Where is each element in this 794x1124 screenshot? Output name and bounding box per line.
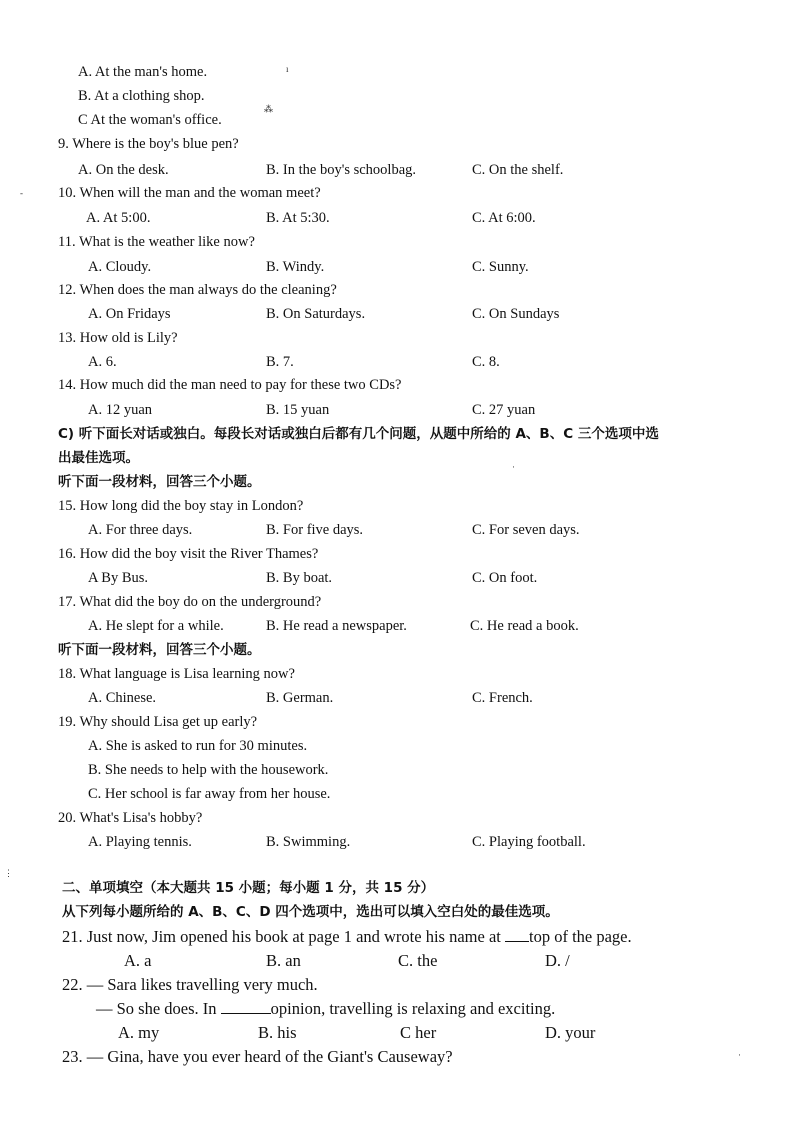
- question-15: 15. How long did the boy stay in London?: [58, 498, 304, 514]
- scan-speck: ⁂: [264, 104, 273, 114]
- question-16: 16. How did the boy visit the River Thames?: [58, 546, 319, 562]
- option-a: A. At the man's home.: [78, 64, 208, 80]
- q16-option-b: B. By boat.: [266, 570, 333, 586]
- q22-option-b: B. his: [258, 1023, 297, 1042]
- q9-option-b: B. In the boy's schoolbag.: [266, 162, 417, 178]
- q11-option-a: A. Cloudy.: [88, 259, 152, 275]
- question-9: 9. Where is the boy's blue pen?: [58, 136, 239, 152]
- q22-option-c: C her: [400, 1023, 437, 1042]
- scan-speck: ·: [738, 1050, 741, 1060]
- q17-option-c: C. He read a book.: [470, 618, 579, 634]
- question-20: 20. What's Lisa's hobby?: [58, 810, 203, 826]
- q22-option-d: D. your: [545, 1023, 596, 1042]
- answer-blank: [221, 999, 271, 1014]
- part-2-heading: 二、单项填空（本大题共 15 小题；每小题 1 分，共 15 分）: [62, 880, 435, 896]
- q17-option-a: A. He slept for a while.: [88, 618, 224, 634]
- answer-blank: [505, 927, 529, 942]
- q12-option-a: A. On Fridays: [88, 306, 171, 322]
- q20-option-b: B. Swimming.: [266, 834, 351, 850]
- q16-option-c: C. On foot.: [472, 570, 538, 586]
- question-21: [62, 927, 632, 947]
- q18-option-a: A. Chinese.: [88, 690, 157, 706]
- question-14: 14. How much did the man need to pay for these two CDs?: [58, 377, 402, 393]
- question-10: 10. When will the man and the woman meet?: [58, 185, 321, 201]
- q15-option-b: B. For five days.: [266, 522, 364, 538]
- q21-option-c: C. the: [398, 951, 438, 970]
- part-2-instruction: 从下列每小题所给的 A、B、C、D 四个选项中，选出可以填入空白处的最佳选项。: [62, 904, 559, 920]
- question-21-text: 21. Just now, Jim opened his book at page 1 and wrote his name at: [62, 927, 501, 946]
- q11-option-c: C. Sunny.: [472, 259, 529, 275]
- question-22: 22. — Sara likes travelling very much.: [62, 975, 318, 994]
- question-22-reply-text-end: opinion, travelling is relaxing and exciting.: [270, 999, 556, 1018]
- question-11: 11. What is the weather like now?: [58, 234, 255, 250]
- q9-option-c: C. On the shelf.: [472, 162, 564, 178]
- q19-option-c: C. Her school is far away from her house.: [88, 786, 331, 802]
- q13-option-b: B. 7.: [266, 354, 294, 370]
- q18-option-c: C. French.: [472, 690, 533, 706]
- q21-option-d: D. /: [545, 951, 570, 970]
- question-13: 13. How old is Lily?: [58, 330, 178, 346]
- question-22-reply: [96, 999, 555, 1019]
- q18-option-b: B. German.: [266, 690, 334, 706]
- question-19: 19. Why should Lisa get up early?: [58, 714, 258, 730]
- q12-option-c: C. On Sundays: [472, 306, 560, 322]
- option-b: B. At a clothing shop.: [78, 88, 205, 104]
- q20-option-c: C. Playing football.: [472, 834, 586, 850]
- q13-option-c: C. 8.: [472, 354, 500, 370]
- q19-option-b: B. She needs to help with the housework.: [88, 762, 329, 778]
- scan-speck: ·: [512, 462, 515, 472]
- question-22-reply-text: — So she does. In: [96, 999, 217, 1018]
- q15-option-c: C. For seven days.: [472, 522, 580, 538]
- listening-intro-2: 听下面一段材料，回答三个小题。: [58, 642, 261, 658]
- q17-option-b: B. He read a newspaper.: [266, 618, 407, 634]
- q11-option-b: B. Windy.: [266, 259, 325, 275]
- q15-option-a: A. For three days.: [88, 522, 193, 538]
- q20-option-a: A. Playing tennis.: [88, 834, 192, 850]
- question-23: 23. — Gina, have you ever heard of the Giant's Causeway?: [62, 1047, 453, 1066]
- q12-option-b: B. On Saturdays.: [266, 306, 366, 322]
- q10-option-b: B. At 5:30.: [266, 210, 330, 226]
- option-c: C At the woman's office.: [78, 112, 222, 128]
- q21-option-b: B. an: [266, 951, 301, 970]
- question-12: 12. When does the man always do the cleaning?: [58, 282, 337, 298]
- listening-intro-1: 听下面一段材料，回答三个小题。: [58, 474, 261, 490]
- section-c-heading: C) 听下面长对话或独白。每段长对话或独白后都有几个问题，从题中所给的 A、B、C 三个选项中选: [58, 426, 659, 442]
- scan-speck: ⋮: [4, 868, 13, 878]
- section-c-heading-cont: 出最佳选项。: [58, 450, 139, 466]
- q16-option-a: A By Bus.: [88, 570, 149, 586]
- q10-option-a: A. At 5:00.: [86, 210, 151, 226]
- scan-speck: -: [20, 188, 23, 198]
- q10-option-c: C. At 6:00.: [472, 210, 536, 226]
- question-18: 18. What language is Lisa learning now?: [58, 666, 295, 682]
- q14-option-a: A. 12 yuan: [88, 402, 153, 418]
- q9-option-a: A. On the desk.: [78, 162, 169, 178]
- q21-option-a: A. a: [124, 951, 152, 970]
- q19-option-a: A. She is asked to run for 30 minutes.: [88, 738, 308, 754]
- question-21-text-end: top of the page.: [528, 927, 632, 946]
- scan-speck: ı: [286, 64, 289, 74]
- q14-option-c: C. 27 yuan: [472, 402, 536, 418]
- q14-option-b: B. 15 yuan: [266, 402, 330, 418]
- question-17: 17. What did the boy do on the underground?: [58, 594, 322, 610]
- q13-option-a: A. 6.: [88, 354, 117, 370]
- q22-option-a: A. my: [118, 1023, 160, 1042]
